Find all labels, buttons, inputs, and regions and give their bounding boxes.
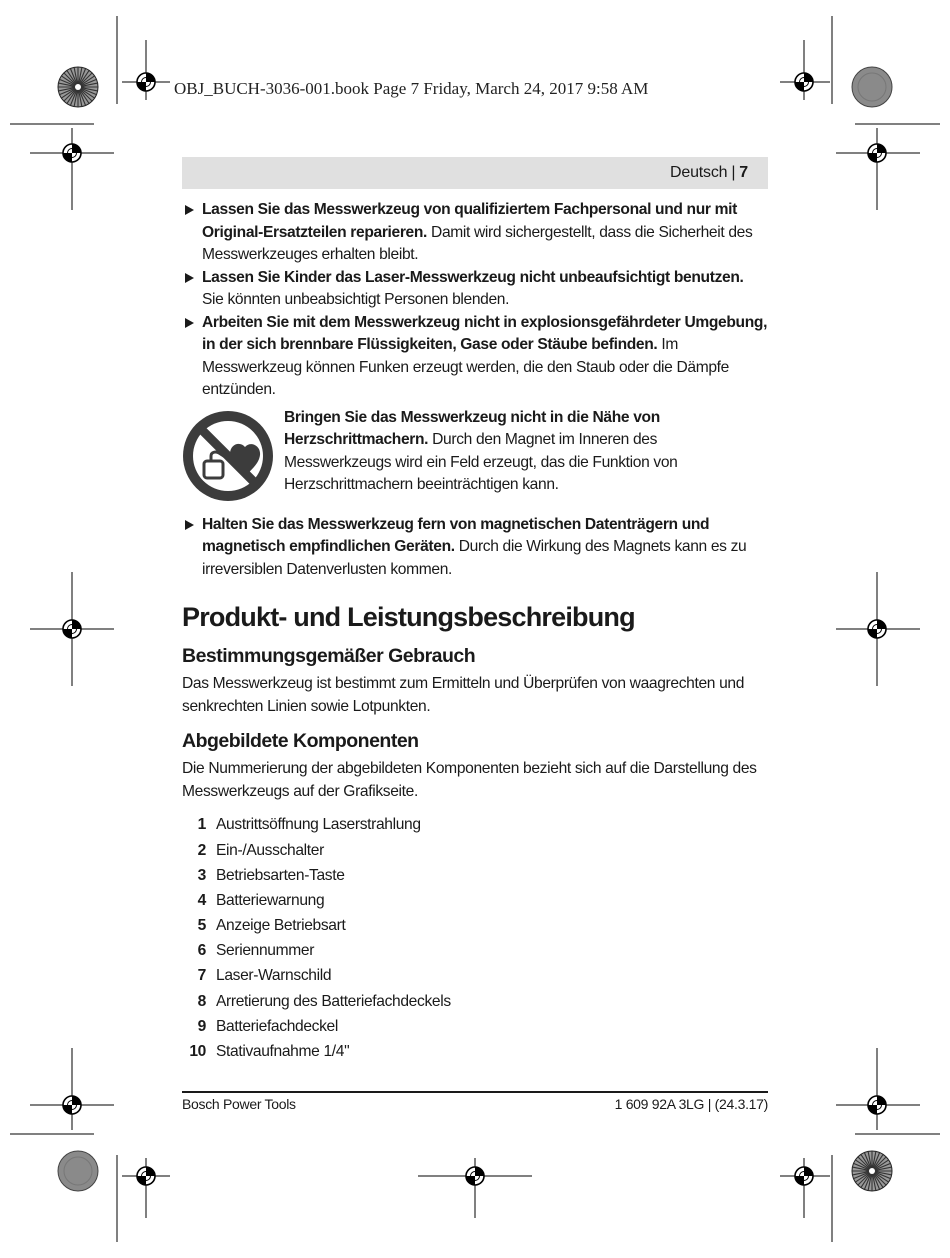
safety-bullet bbox=[182, 514, 768, 582]
footer-doc-number: 1 609 92A 3LG | (24.3.17) bbox=[614, 1096, 768, 1112]
bullet-bold-text: Halten Sie das Messwerkzeug fern von magnetischen Datenträgern und magnetisch empfindlichen Geräten. bbox=[202, 515, 710, 555]
item-number: 5 bbox=[197, 917, 206, 935]
item-label: Batteriefachdeckel bbox=[216, 1017, 338, 1035]
list-item bbox=[182, 813, 768, 838]
item-number: 8 bbox=[197, 992, 206, 1010]
item-label: Ein-/Ausschalter bbox=[216, 841, 324, 859]
warning-bold-text: Bringen Sie das Messwerkzeug nicht in die Nähe von Herzschrittmachern. bbox=[284, 408, 660, 448]
section-title: Produkt- und Leistungsbeschreibung bbox=[182, 602, 635, 632]
safety-bullet bbox=[182, 199, 768, 267]
bullet-bold-text: Arbeiten Sie mit dem Messwerkzeug nicht in explosionsgefährdeter Umgebung, in der sich brennbare Flüssigkeiten, Gase oder Stäube befinden. bbox=[202, 313, 768, 353]
safety-bullet bbox=[182, 267, 768, 312]
page-content bbox=[182, 199, 768, 1065]
components-heading: Abgebildete Komponenten bbox=[182, 730, 419, 752]
item-label: Seriennummer bbox=[216, 942, 315, 960]
item-number: 3 bbox=[197, 866, 206, 884]
bullet-text: Damit wird sichergestellt, dass die Sicherheit des Messwerkzeuges erhalten bleibt. bbox=[202, 223, 753, 263]
item-label: Betriebsarten-Taste bbox=[216, 866, 345, 884]
list-item bbox=[182, 914, 768, 939]
list-item bbox=[182, 889, 768, 914]
bullet-triangle-icon bbox=[185, 318, 194, 328]
bullet-bold-text: Lassen Sie das Messwerkzeug von qualifiziertem Fachpersonal und nur mit Original-Ersatzteilen reparieren. bbox=[202, 201, 737, 241]
pacemaker-warning bbox=[182, 407, 768, 502]
header-separator: | bbox=[731, 164, 736, 181]
item-number: 9 bbox=[197, 1017, 206, 1035]
components-intro: Die Nummerierung der abgebildeten Komponenten bezieht sich auf die Darstellung des Messwerkzeugs auf der Grafikseite. bbox=[182, 760, 757, 800]
list-item bbox=[182, 838, 768, 863]
pacemaker-warning-text bbox=[274, 407, 768, 502]
list-item bbox=[182, 1040, 768, 1065]
item-label: Austrittsöffnung Laserstrahlung bbox=[216, 816, 421, 834]
components-list bbox=[182, 813, 768, 1065]
list-item bbox=[182, 964, 768, 989]
item-number: 7 bbox=[197, 967, 206, 985]
item-number: 4 bbox=[197, 891, 206, 909]
bullet-triangle-icon bbox=[185, 273, 194, 283]
item-label: Laser-Warnschild bbox=[216, 967, 332, 985]
item-number: 10 bbox=[189, 1043, 206, 1061]
page-header bbox=[182, 157, 768, 189]
list-item bbox=[182, 1015, 768, 1040]
footer-publisher: Bosch Power Tools bbox=[182, 1096, 296, 1112]
bullet-triangle-icon bbox=[185, 205, 194, 215]
footer-rule bbox=[182, 1091, 768, 1093]
bullet-text: Durch die Wirkung des Magnets kann es zu irreversiblen Datenverlusten kommen. bbox=[202, 538, 747, 578]
header-language: Deutsch bbox=[670, 164, 728, 181]
intended-use-heading: Bestimmungsgemäßer Gebrauch bbox=[182, 645, 476, 667]
bullet-bold-text: Lassen Sie Kinder das Laser-Messwerkzeug nicht unbeaufsichtigt benutzen. bbox=[202, 268, 744, 286]
list-item bbox=[182, 989, 768, 1014]
bullet-triangle-icon bbox=[185, 520, 194, 530]
item-number: 2 bbox=[197, 841, 206, 859]
print-job-header: OBJ_BUCH-3036-001.book Page 7 Friday, March 24, 2017 9:58 AM bbox=[174, 79, 649, 98]
warning-text: Durch den Magnet im Inneren des Messwerkzeugs wird ein Feld erzeugt, das die Funktion von Herzschrittmachern beeinträchtigen kann. bbox=[284, 431, 678, 493]
page-number: 7 bbox=[739, 164, 748, 181]
no-pacemaker-icon bbox=[182, 410, 274, 502]
list-item bbox=[182, 863, 768, 888]
item-number: 6 bbox=[197, 942, 206, 960]
item-label: Stativaufnahme 1/4" bbox=[216, 1043, 350, 1061]
item-label: Arretierung des Batteriefachdeckels bbox=[216, 992, 451, 1010]
list-item bbox=[182, 939, 768, 964]
item-label: Batteriewarnung bbox=[216, 891, 325, 909]
item-number: 1 bbox=[197, 816, 206, 834]
safety-bullet bbox=[182, 312, 768, 402]
bullet-text: Im Messwerkzeug können Funken erzeugt werden, die den Staub oder die Dämpfe entzünden. bbox=[202, 336, 729, 398]
intended-use-text: Das Messwerkzeug ist bestimmt zum Ermitteln und Überprüfen von waagrechten und senkrechten Linien sowie Lotpunkten. bbox=[182, 675, 745, 715]
item-label: Anzeige Betriebsart bbox=[216, 917, 346, 935]
bullet-text: Sie könnten unbeabsichtigt Personen blenden. bbox=[202, 291, 510, 308]
